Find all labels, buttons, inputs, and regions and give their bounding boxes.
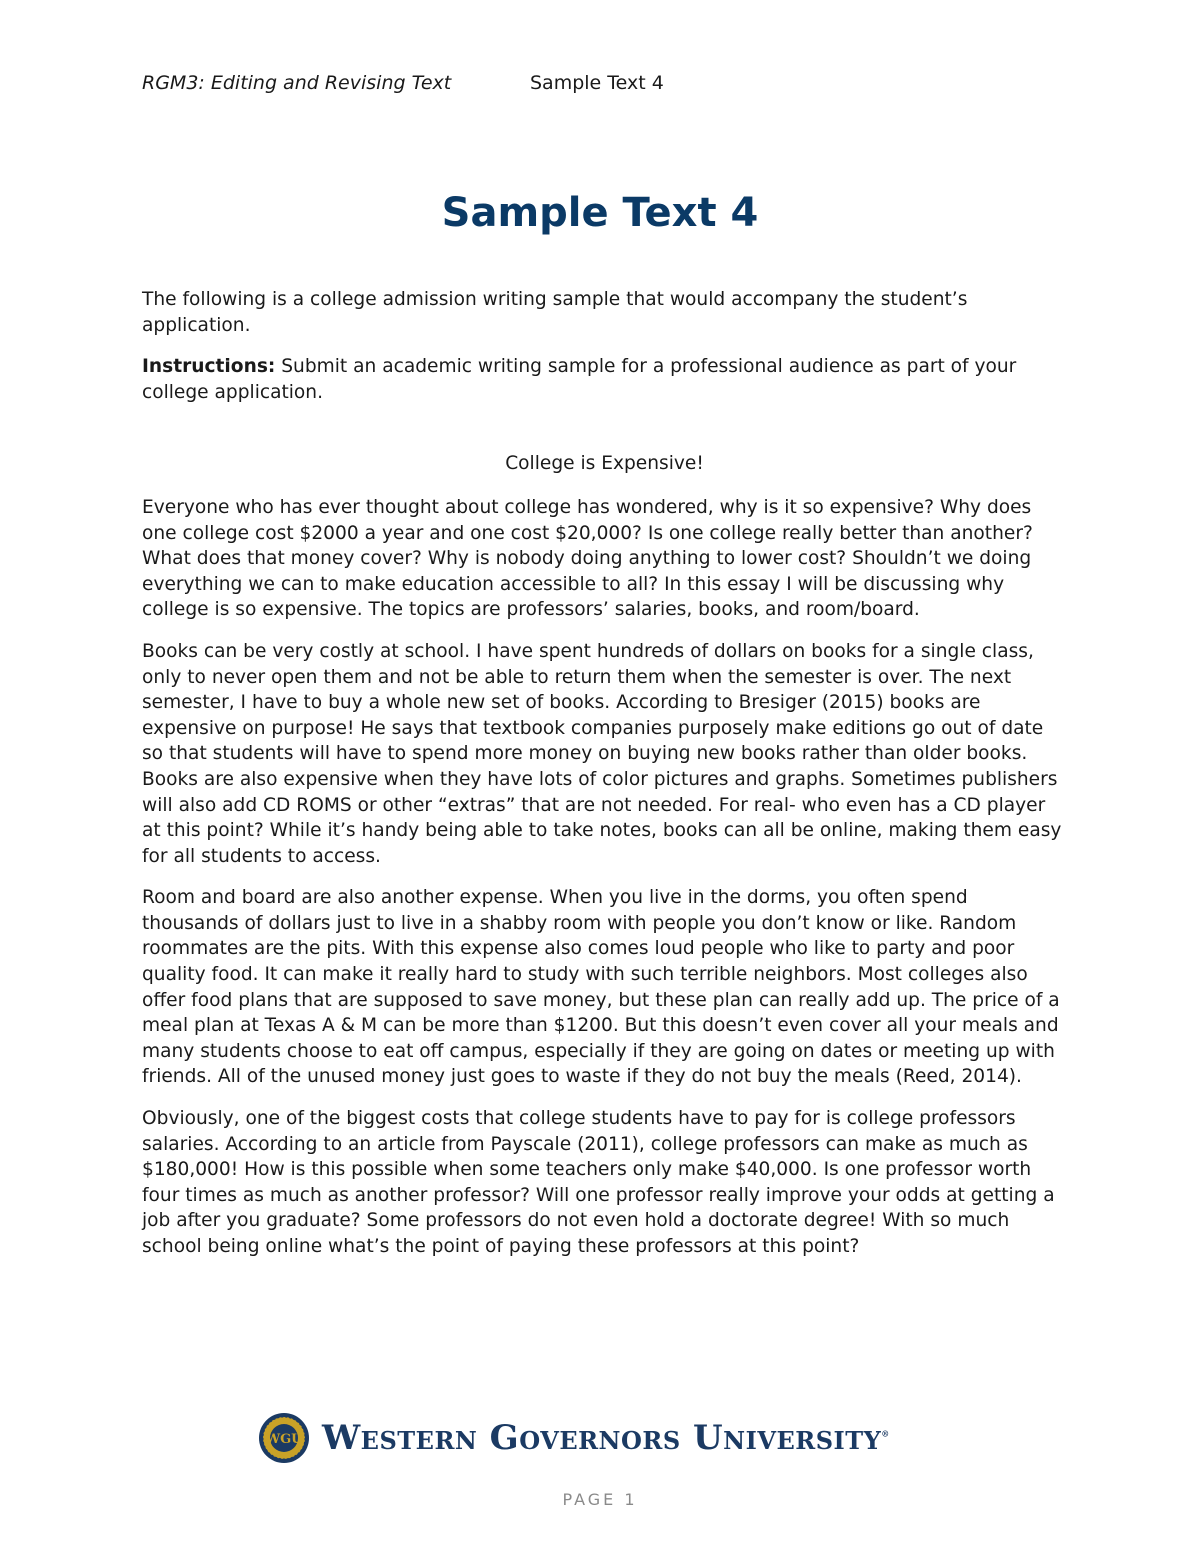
page-title: Sample Text 4 bbox=[441, 190, 759, 236]
trademark-mark: ® bbox=[881, 1428, 890, 1439]
essay-paragraph-books: Books can be very costly at school. I have spent hundreds of dollars on books for a single class, only to never open them and not be able to return them when the semester is over. The next semester, I have to buy a whole new set of books. According to Bresiger (2015) books are expensive on purpose! He says that textbook companies purposely make editions go out of date so that students will have to spend more money on buying new books rather than older books. Books are also expensive when they have lots of color pictures and graphs. Sometimes publishers will also add CD ROMS or other “extras” that are not needed. For real- who even has a CD player at this point? While it’s handy being able to take notes, books can all be online, making them easy for all students to access. bbox=[142, 640, 1062, 867]
wgu-logo bbox=[258, 1412, 890, 1464]
header-course: RGM3: Editing and Revising Text bbox=[142, 72, 452, 94]
running-header bbox=[142, 72, 664, 94]
instructions-paragraph bbox=[142, 354, 1067, 405]
seal-monogram: WGU bbox=[265, 1432, 303, 1447]
document-body bbox=[142, 287, 1067, 1276]
header-section: Sample Text 4 bbox=[530, 72, 664, 94]
wgu-seal-icon bbox=[258, 1412, 310, 1464]
instructions-text: Submit an academic writing sample for a professional audience as part of your college application. bbox=[142, 356, 1017, 403]
essay-paragraph-room-board: Room and board are also another expense. When you live in the dorms, you often spend thousands of dollars just to live in a shabby room with people you don’t know or like. Random roommates are the pits. With this expense also comes loud people who like to party and poor quality food. It can make it really hard to study with such terrible neighbors. Most colleges also offer food plans that are supposed to save money, but these plan can really add up. The price of a meal plan at Texas A & M can be more than $1200. But this doesn’t even cover all your meals and many students choose to eat off campus, especially if they are going on dates or meeting up with friends. All of the unused money just goes to waste if they do not buy the meals (Reed, 2014). bbox=[142, 887, 1060, 1088]
intro-paragraph: The following is a college admission writing sample that would accompany the student’s application. bbox=[142, 289, 968, 336]
essay-paragraph-intro: Everyone who has ever thought about college has wondered, why is it so expensive? Why does one college cost $2000 a year and one cost $20,000? Is one college really better than another? What does that money cover? Why is nobody doing anything to lower cost? Shouldn’t we doing everything we can to make education accessible to all? In this essay I will be discussing why college is so expensive. The topics are professors’ salaries, books, and room/board. bbox=[142, 496, 1033, 621]
page-number: PAGE 1 bbox=[562, 1490, 638, 1509]
essay-title: College is Expensive! bbox=[505, 453, 704, 475]
wgu-wordmark: Western Governors University® bbox=[322, 1418, 890, 1458]
instructions-label: Instructions: bbox=[142, 356, 276, 378]
essay-paragraph-salaries: Obviously, one of the biggest costs that college students have to pay for is college professors salaries. According to an article from Payscale (2011), college professors can make as much as $180,000! How is this possible when some teachers only make $40,000. Is one professor worth four times as much as another professor? Will one professor really improve your odds at getting a job after you graduate? Some professors do not even hold a doctorate degree! With so much school being online what’s the point of paying these professors at this point? bbox=[142, 1108, 1055, 1257]
